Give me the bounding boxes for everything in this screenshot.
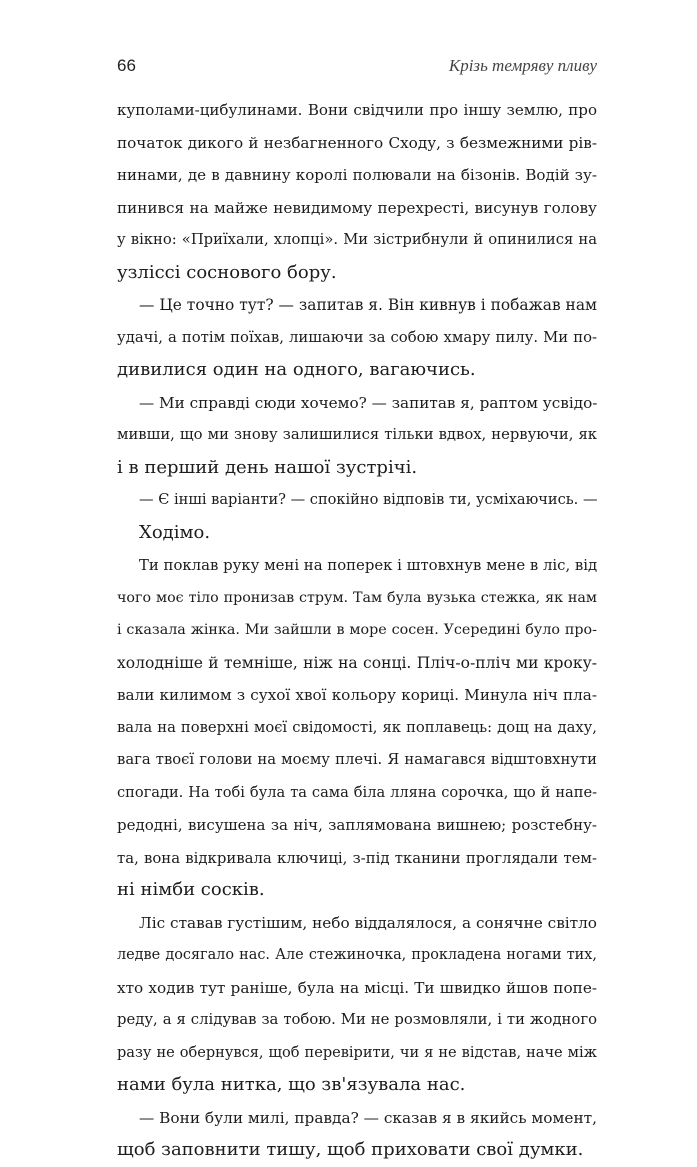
- text-line: спогади. На тобі була та сама біла лляна сорочка, що й напе-: [117, 783, 597, 801]
- text-line: і сказала жінка. Ми зайшли в море сосен. Усередині було про-: [117, 622, 597, 638]
- text-line: — Це точно тут? — запитав я. Він кивнув і побажав нам: [139, 296, 597, 314]
- page-number: 66: [117, 56, 136, 75]
- body-text: [117, 94, 597, 1167]
- text-line: хто ходив тут раніше, була на місці. Ти швидко йшов попе-: [117, 978, 597, 997]
- text-line: нами була нитка, що зв'язувала нас.: [117, 1074, 466, 1095]
- text-line: щоб заповнити тишу, щоб приховати свої думки.: [117, 1139, 584, 1160]
- text-line: холодніше й темніше, ніж на сонці. Пліч-о-пліч ми кроку-: [117, 653, 597, 672]
- running-title: Крізь темряву пливу: [448, 56, 597, 75]
- text-line: узліссі соснового бору.: [117, 261, 337, 283]
- text-line: чого моє тіло пронизав струм. Там була вузька стежка, як нам: [117, 589, 597, 606]
- text-line: нинами, де в давнину королі полювали на бізонів. Водій зу-: [117, 166, 597, 184]
- text-line: куполами-цибулинами. Вони свідчили про іншу землю, про: [117, 101, 597, 119]
- text-line: дивилися один на одного, вагаючись.: [117, 359, 476, 380]
- text-line: редодні, висушена за ніч, заплямована вишнею; розстебну-: [117, 816, 597, 834]
- text-line: удачі, а потім поїхав, лишаючи за собою хмару пилу. Ми по-: [117, 328, 597, 346]
- text-line: Ти поклав руку мені на поперек і штовхнув мене в ліс, від: [139, 556, 598, 574]
- text-line: — Вони були милі, правда? — сказав я в якийсь момент,: [139, 1108, 597, 1127]
- text-line: пинився на майже невидимому перехресті, висунув голову: [117, 198, 597, 217]
- text-line: — Є інші варіанти? — спокійно відповів ти, усміхаючись. —: [139, 491, 598, 508]
- text-line: ні німби сосків.: [117, 879, 265, 900]
- text-line: ледве досягало нас. Але стежиночка, прокладена ногами тих,: [117, 947, 597, 963]
- text-line: Ліс ставав густішим, небо віддалялося, а сонячне світло: [139, 913, 597, 932]
- text-line: реду, а я слідував за тобою. Ми не розмовляли, і ти жодного: [117, 1011, 597, 1028]
- text-line: і в перший день нашої зустрічі.: [117, 456, 418, 478]
- text-line: — Ми справді сюди хочемо? — запитав я, раптом усвідо-: [139, 393, 598, 412]
- text-line: Ходімо.: [139, 521, 211, 543]
- text-line: разу не обернувся, щоб перевірити, чи я не відстав, наче між: [117, 1044, 597, 1061]
- page-header: [117, 56, 597, 82]
- text-line: вага твоєї голови на моєму плечі. Я намагався відштовхнути: [117, 751, 597, 768]
- text-line: у вікно: «Приїхали, хлопці». Ми зістрибнули й опинилися на: [117, 231, 597, 248]
- text-line: мивши, що ми знову залишилися тільки вдвох, нервуючи, як: [117, 426, 597, 443]
- text-line: вала на поверхні моєї свідомості, як поплавець: дощ на даху,: [117, 718, 597, 736]
- text-line: початок дикого й незбагненного Сходу, з безмежними рів-: [117, 133, 597, 152]
- text-line: вали килимом з сухої хвої кольору кориці. Минула ніч пла-: [117, 686, 597, 704]
- text-line: та, вона відкривала ключиці, з-під тканини проглядали тем-: [117, 848, 597, 867]
